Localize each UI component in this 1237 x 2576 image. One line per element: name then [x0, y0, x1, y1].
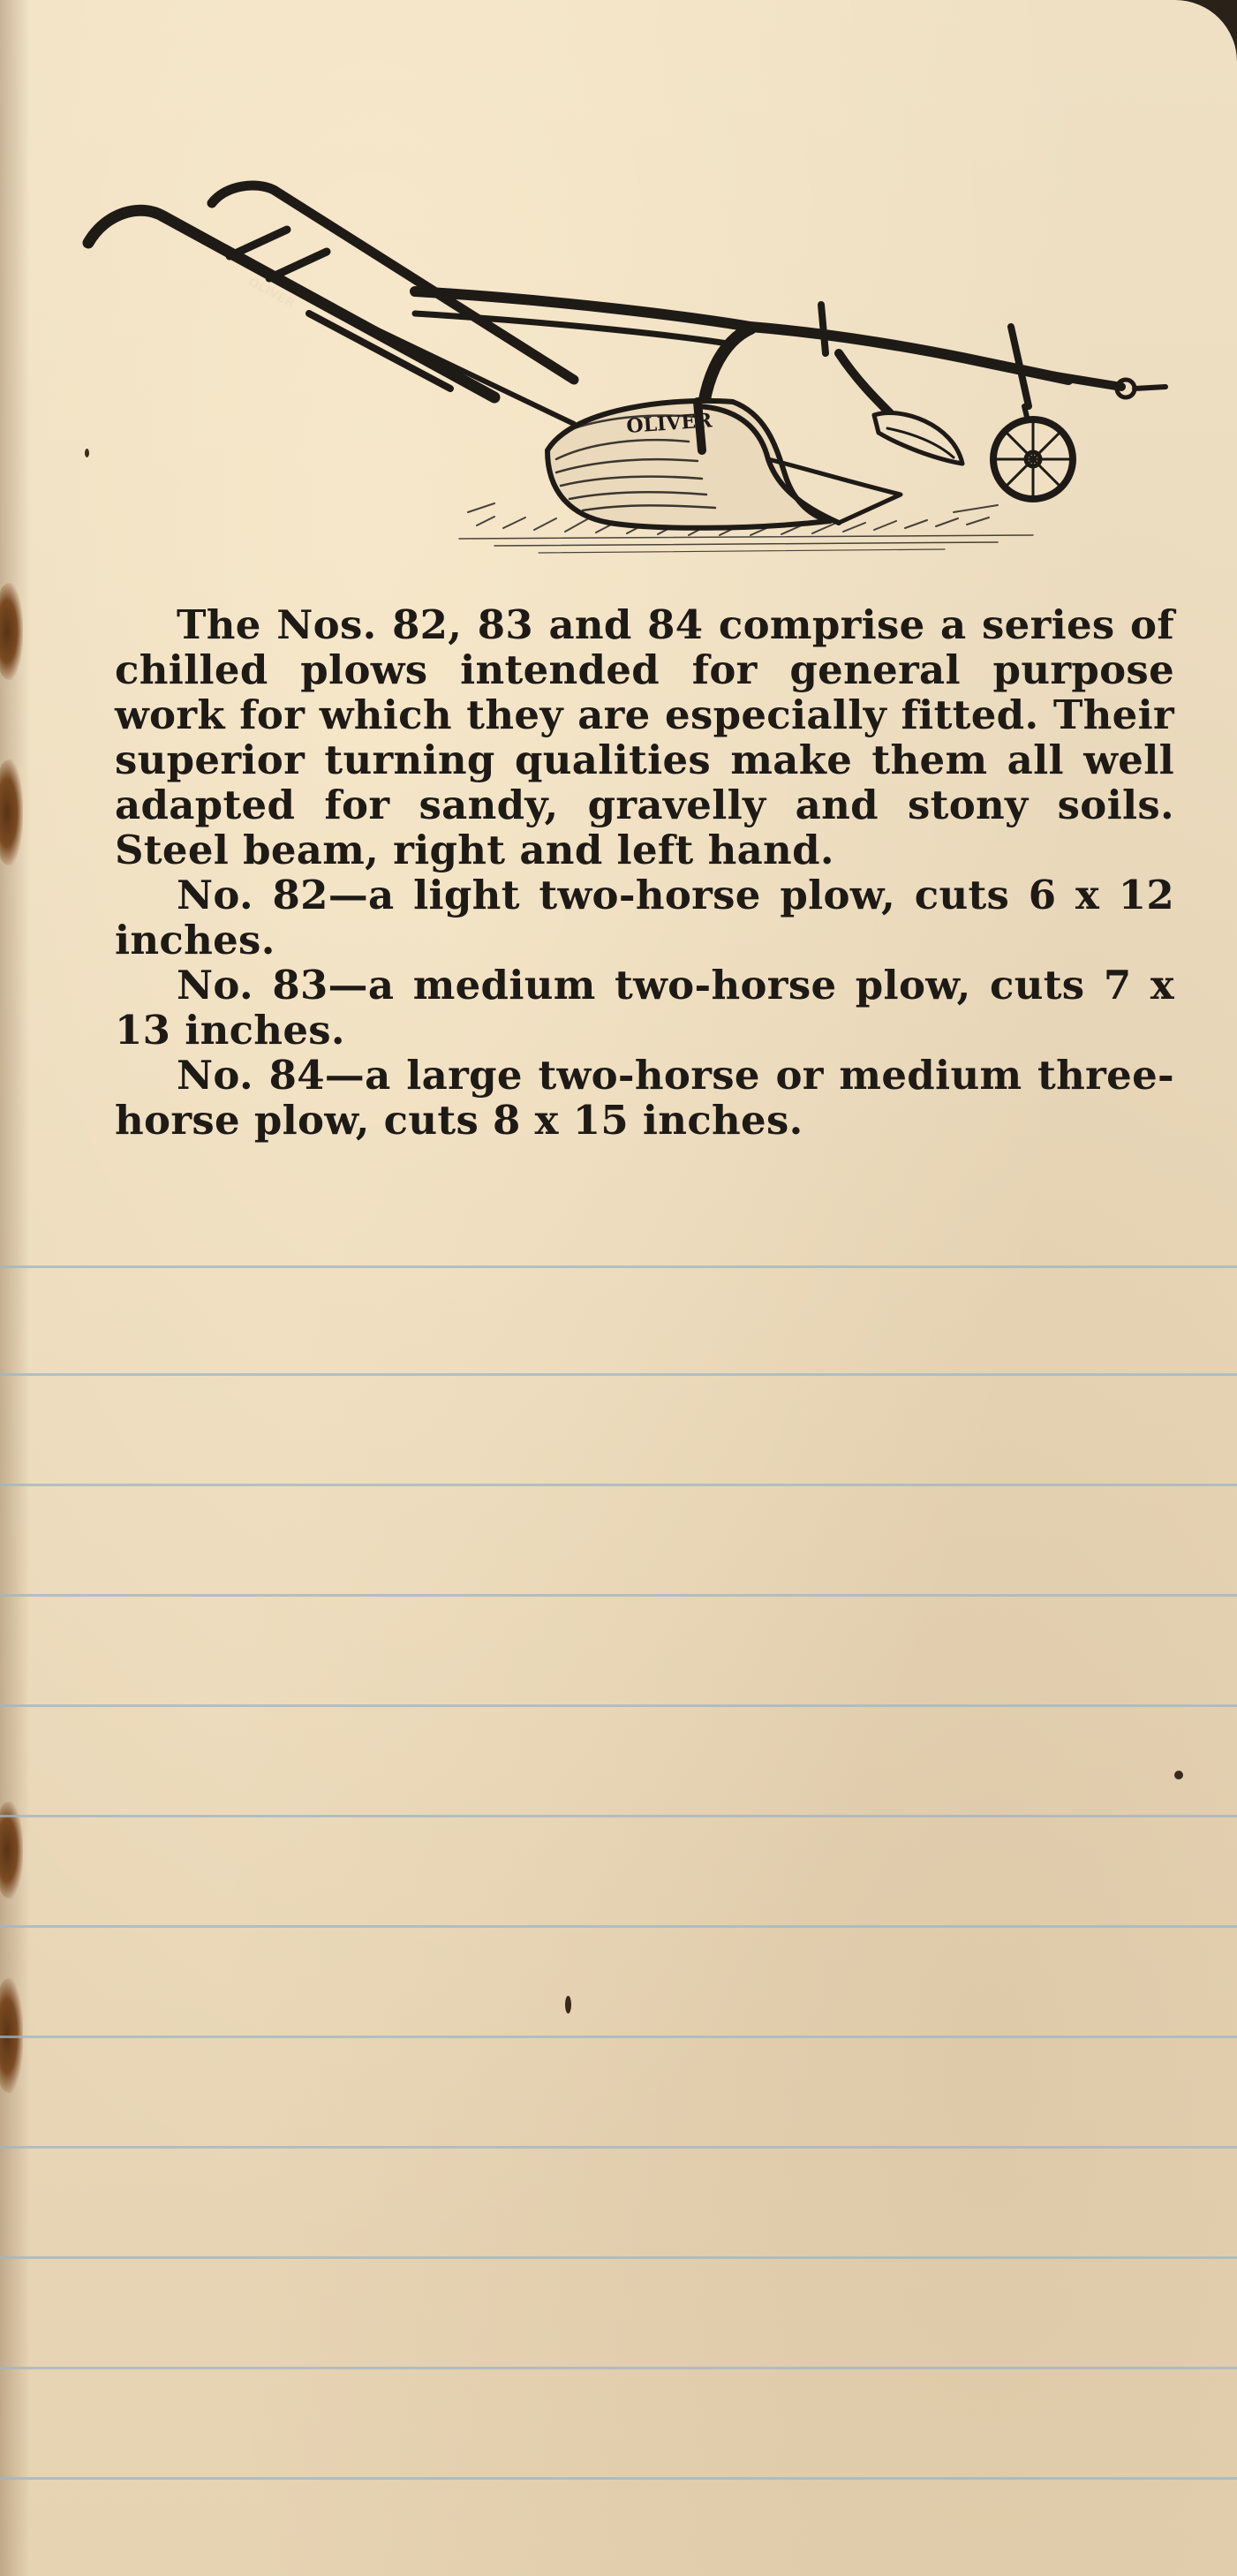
rust-stain — [0, 583, 23, 680]
ruled-line — [0, 1704, 1237, 1707]
ruled-line — [0, 1484, 1237, 1486]
paper-speck — [1174, 1771, 1183, 1779]
model-84-paragraph: No. 84—a large two-horse or medium three-horse plow, cuts 8 x 15 inches. — [115, 1052, 1174, 1144]
binding-gutter — [0, 0, 30, 2576]
handle-label: OLIVER — [245, 275, 298, 312]
moldboard-label: OLIVER — [625, 409, 713, 438]
model-83-paragraph: No. 83—a medium two-horse plow, cuts 7 x 13 inches. — [115, 962, 1174, 1054]
ruled-line — [0, 2367, 1237, 2369]
ruled-line — [0, 1373, 1237, 1376]
ruled-line — [0, 2146, 1237, 2149]
paper-speck — [565, 1996, 571, 2013]
intro-paragraph: The Nos. 82, 83 and 84 comprise a series of chilled plows intended for general purpose work for which they are especially fitted. Their superior turning qualities make them all well adapted for sandy, gravelly and stony soils. Steel beam, right and left hand. — [115, 601, 1174, 873]
plow-illustration — [79, 177, 1210, 601]
ruled-line — [0, 1265, 1237, 1268]
ruled-line — [0, 2477, 1237, 2480]
model-82-paragraph: No. 82—a light two-horse plow, cuts 6 x 12 inches. — [115, 872, 1174, 963]
description-text — [115, 602, 1174, 1143]
ruled-line — [0, 2036, 1237, 2038]
ruled-line — [0, 1815, 1237, 1817]
ruled-line — [0, 2256, 1237, 2259]
rust-stain — [0, 759, 23, 865]
ruled-line — [0, 1925, 1237, 1928]
ruled-line — [0, 1594, 1237, 1597]
